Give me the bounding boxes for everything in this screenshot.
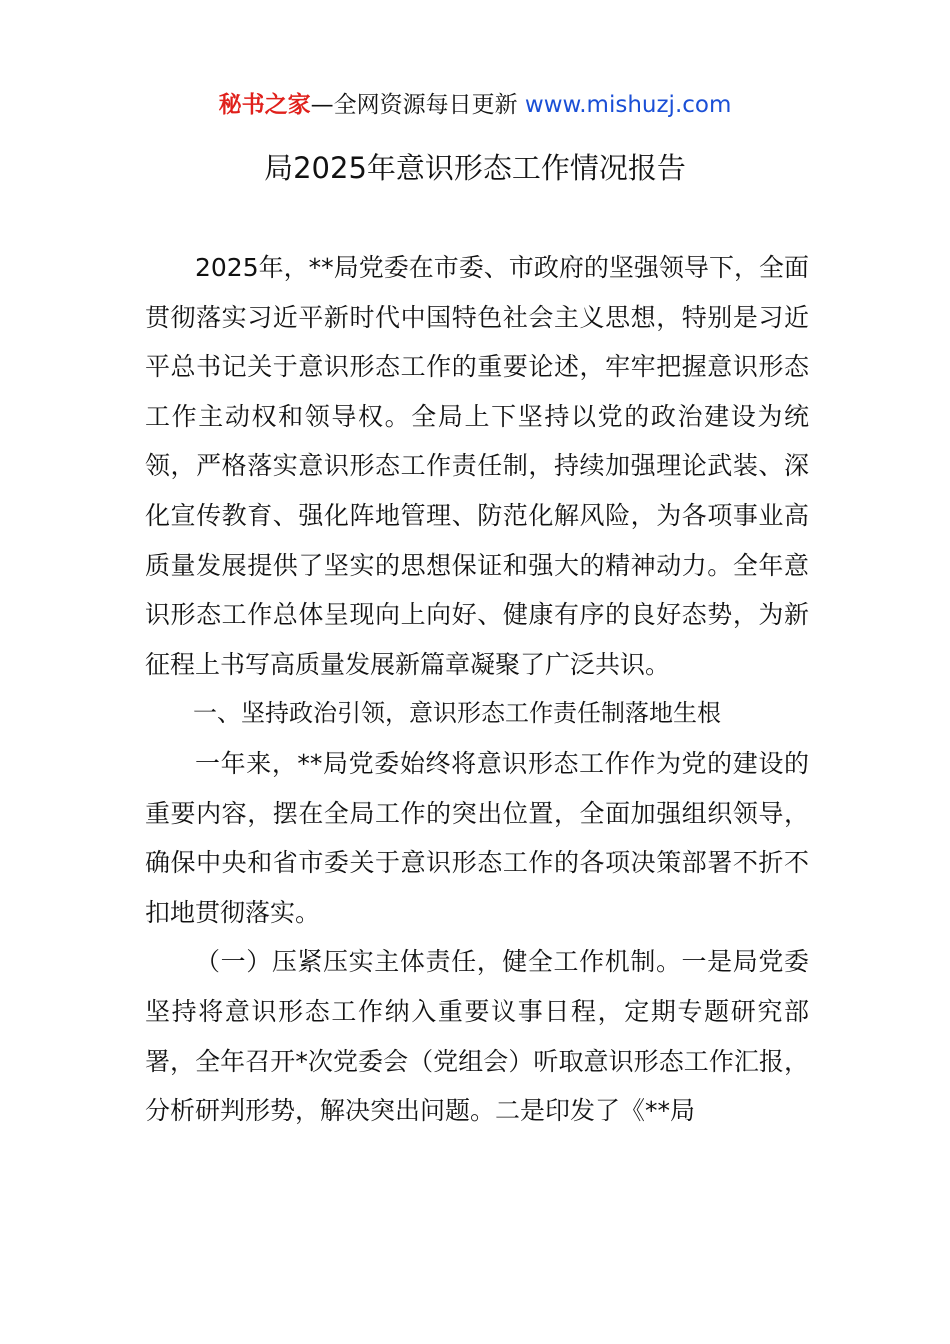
site-url-link[interactable]: www.mishuzj.com [524, 92, 732, 118]
section-heading-1: 一、坚持政治引领，意识形态工作责任制落地生根 [193, 699, 721, 728]
document-body [145, 243, 809, 1136]
site-header [0, 88, 950, 122]
document-title: 局2025年意识形态工作情况报告 [264, 151, 686, 185]
intro-paragraph: 2025年，**局党委在市委、市政府的坚强领导下，全面贯彻落实习近平新时代中国特色社会主义思想，特别是习近平总书记关于意识形态工作的重要论述，牢牢把握意识形态工作主动权和领导权。全局上下坚持以党的政治建设为统领，严格落实意识形态工作责任制，持续加强理论武装、深化宣传教育、强化阵地管理、防范化解风险，为各项事业高质量发展提供了坚实的思想保证和强大的精神动力。全年意识形态工作总体呈现向上向好、健康有序的良好态势，为新征程上书写高质量发展新篇章凝聚了广泛共识。 [145, 253, 809, 679]
site-name: 秘书之家 [218, 92, 311, 118]
section-1-paragraph: 一年来，**局党委始终将意识形态工作作为党的建设的重要内容，摆在全局工作的突出位置，全面加强组织领导，确保中央和省市委关于意识形态工作的各项决策部署不折不扣地贯彻落实。 [145, 748, 809, 927]
site-tagline: —全网资源每日更新 [310, 92, 518, 118]
subsection-1-paragraph: （一）压紧压实主体责任，健全工作机制。一是局党委坚持将意识形态工作纳入重要议事日程，定期专题研究部署，全年召开*次党委会（党组会）听取意识形态工作汇报，分析研判形势，解决突出问题。二是印发了《**局 [145, 947, 809, 1126]
